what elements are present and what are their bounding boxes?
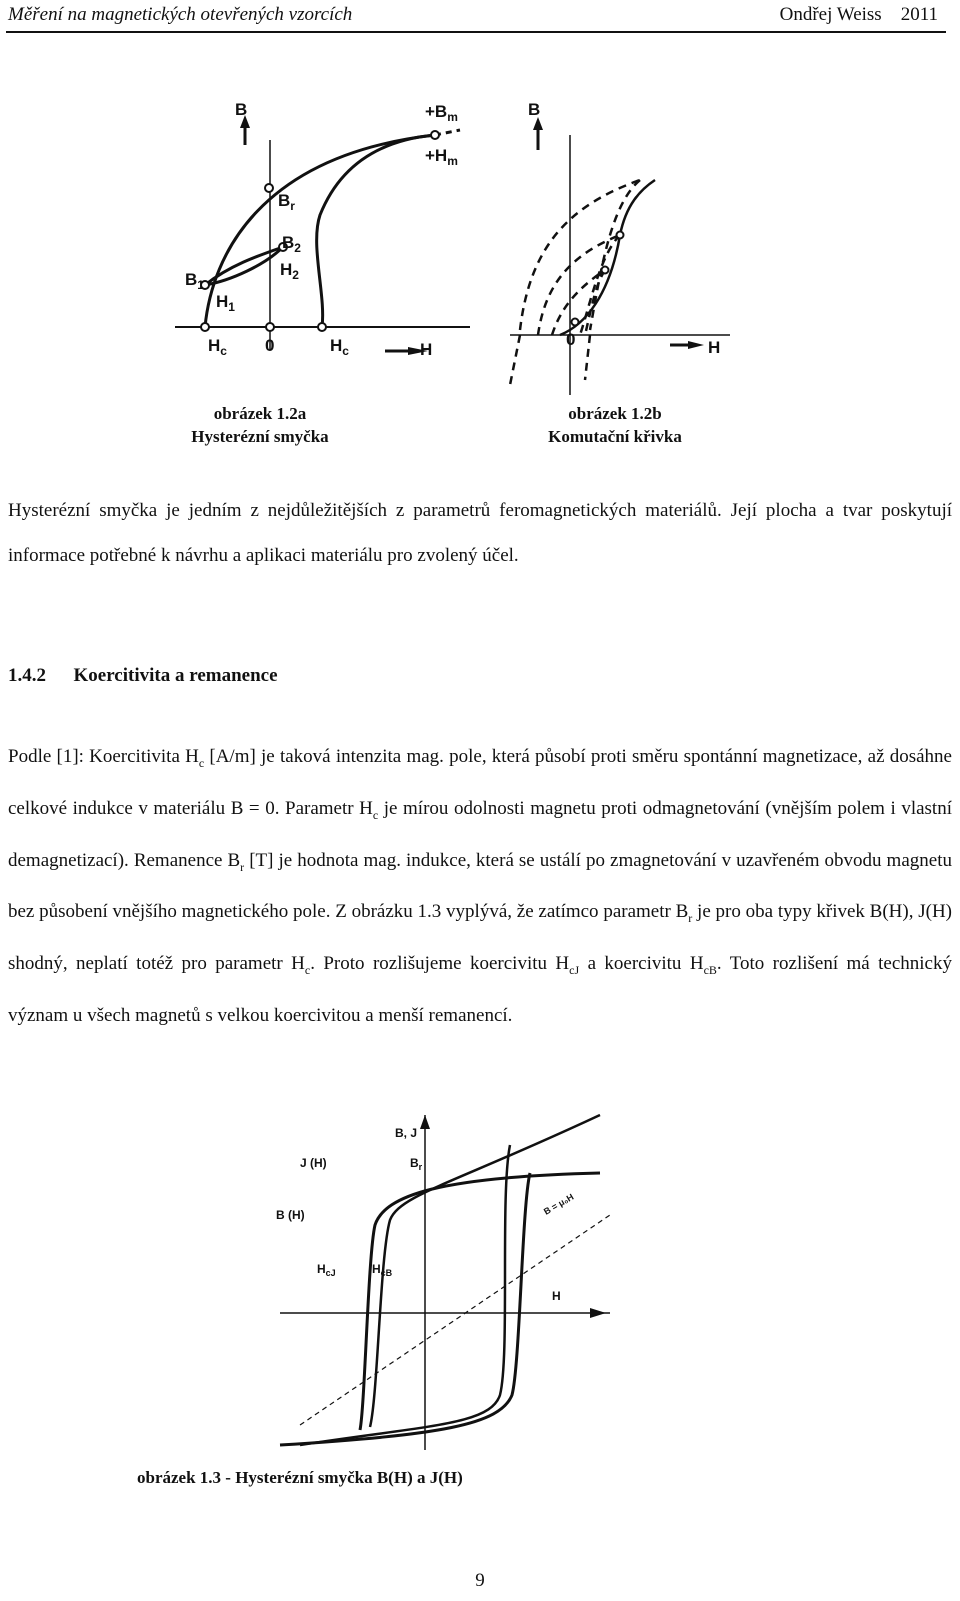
fig-a-label-Bm: $+B_m$ bbox=[425, 102, 458, 124]
caption-figure-1-2b bbox=[520, 402, 710, 448]
fig-c-label-BH: B (H) bbox=[276, 1208, 305, 1222]
page-number: 9 bbox=[475, 1570, 485, 1591]
fig-b-label-H-axis: H bbox=[708, 338, 721, 357]
paragraph-coercivity: Podle [1]: Koercitivita $H_c$ [A/m] je taková intenzita mag. pole, která působí proti směru spontánní magnetizace, až dosáhne celkové indukce v materiálu B = 0. Parametr $H_c$ je mírou odolnosti magnetu proti odmagnetování (vnějším polem i vlastní demagnetizací). Remanence $B_r$ [T] je hodnota mag. indukce, která se ustálí po zmagnetování v uzavřeném obvodu magnetu bez působení vnějšího magnetického pole. Z obrázku 1.3 vyplývá, že zatímco parametr $B_r$ je pro oba typy křivek B(H), J(H) shodný, neplatí totéž pro parametr $H_c$. Proto rozlišujeme koercivitu $H_{cJ}$ a koercivitu $H_{cB}$. Toto rozlišení má technický význam u všech magnetů s velkou koercivitou a menší remanencí. bbox=[8, 746, 952, 1026]
fig-a-label-zero: 0 bbox=[265, 336, 275, 355]
fig-a-label-H1: $H_1$ bbox=[216, 292, 235, 314]
fig-a-label-B2: $B_2$ bbox=[282, 233, 301, 255]
section-heading bbox=[8, 665, 278, 687]
fig-c-label-H-axis: H bbox=[552, 1289, 561, 1303]
header-rule bbox=[6, 31, 946, 33]
fig-a-label-B: B bbox=[235, 100, 248, 119]
fig-b-label-zero: 0 bbox=[566, 330, 576, 349]
header-author-year: Ondřej Weiss 2011 bbox=[779, 4, 938, 25]
fig-c-label-line: B = μ₀H bbox=[542, 1191, 576, 1217]
figure-commutation-curve bbox=[490, 95, 730, 395]
caption-1-2b-line1: obrázek 1.2b bbox=[568, 404, 662, 423]
caption-1-2a-line1: obrázek 1.2a bbox=[213, 404, 307, 423]
fig-c-label-Br: $B_r$ bbox=[410, 1156, 423, 1172]
fig-a-label-Hc-right: $H_c$ bbox=[330, 336, 349, 358]
header-title: Měření na magnetických otevřených vzorcích bbox=[8, 4, 353, 25]
fig-a-label-B1: $B_1$ bbox=[185, 270, 204, 292]
fig-a-label-H2: $H_2$ bbox=[280, 260, 299, 282]
fig-a-label-H-axis: H bbox=[420, 340, 433, 359]
caption-figure-1-2a bbox=[170, 402, 350, 448]
caption-1-2a-line2: Hysterézní smyčka bbox=[191, 427, 329, 446]
figure-hysteresis-loop bbox=[170, 95, 470, 395]
fig-a-label-Hm: $+H_m$ bbox=[425, 146, 458, 168]
fig-a-label-Br: $B_r$ bbox=[278, 191, 295, 213]
fig-c-label-HcJ: $H_{cJ}$ bbox=[317, 1262, 336, 1278]
fig-c-label-HcB: $H_{cB}$ bbox=[372, 1262, 393, 1278]
caption-figure-1-3: obrázek 1.3 - Hysterézní smyčka B(H) a J(H) bbox=[137, 1468, 463, 1487]
fig-a-label-Hc-left: $H_c$ bbox=[208, 336, 227, 358]
paragraph-intro: Hysterézní smyčka je jedním z nejdůležitějších z parametrů feromagnetických materiálů. Její plocha a tvar poskytují informace potřebné k návrhu a aplikaci materiálu pro zvolený účel. bbox=[8, 500, 952, 566]
caption-1-2b-line2: Komutační křivka bbox=[548, 427, 682, 446]
figure-hysteresis-BH-JH bbox=[260, 1105, 620, 1465]
section-number: 1.4.2 bbox=[8, 665, 46, 686]
fig-c-label-BJ: B, J bbox=[395, 1126, 418, 1140]
fig-c-label-JH: J (H) bbox=[300, 1156, 327, 1170]
section-title: Koercitivita a remanence bbox=[73, 665, 278, 686]
fig-b-label-B: B bbox=[528, 100, 541, 119]
